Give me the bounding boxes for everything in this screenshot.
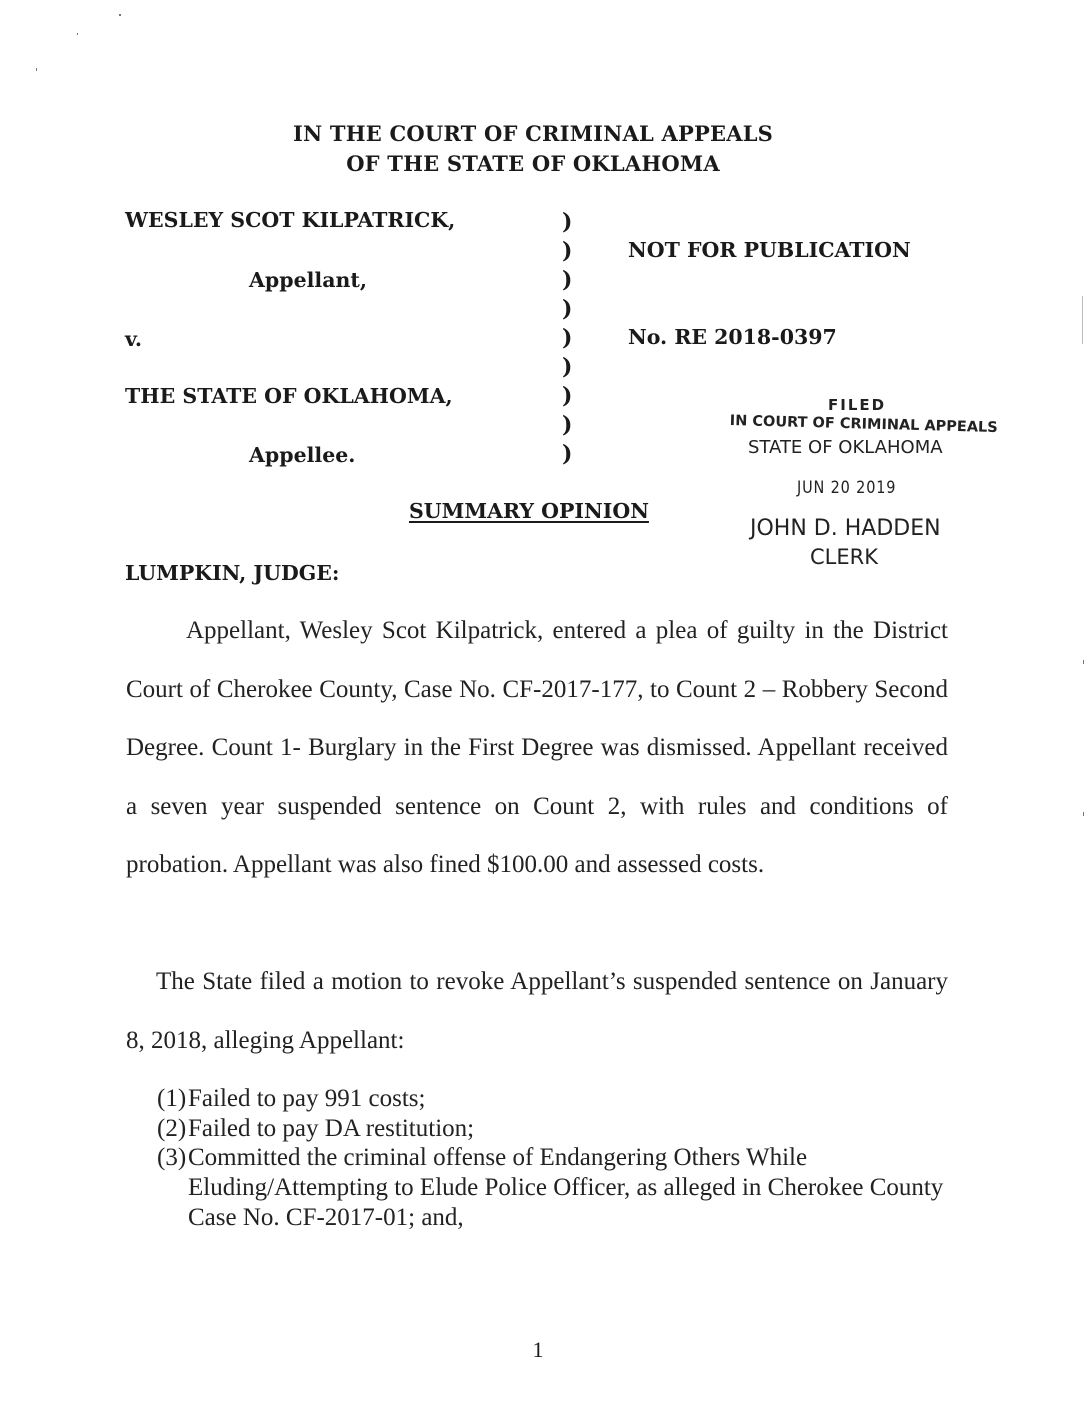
stamp-state: STATE OF OKLAHOMA <box>748 437 943 458</box>
scan-speck <box>36 68 37 71</box>
list-item-number: (2) <box>157 1115 187 1142</box>
scan-edge-mark <box>1082 296 1083 344</box>
stamp-clerk-name: JOHN D. HADDEN <box>750 516 941 541</box>
publication-status: NOT FOR PUBLICATION <box>628 238 911 262</box>
versus: v. <box>125 327 142 351</box>
appellant-role: Appellant, <box>249 268 367 292</box>
appellee-role: Appellee. <box>249 443 356 467</box>
opinion-heading: SUMMARY OPINION <box>409 499 649 523</box>
scan-speck <box>77 33 78 35</box>
list-item-text: Failed to pay DA restitution; <box>188 1115 475 1142</box>
list-item-number: (3) <box>157 1144 187 1171</box>
caption-paren: ) <box>562 412 573 438</box>
caption-paren: ) <box>562 267 573 293</box>
page-number: 1 <box>532 1337 544 1362</box>
judge-name: LUMPKIN, JUDGE: <box>125 561 340 585</box>
caption-paren: ) <box>562 325 573 351</box>
appellee-name: THE STATE OF OKLAHOMA, <box>125 384 453 408</box>
appellant-name: WESLEY SCOT KILPATRICK, <box>125 208 456 232</box>
scan-speck <box>1083 812 1084 816</box>
caption-paren: ) <box>562 296 573 322</box>
caption-paren: ) <box>562 238 573 264</box>
list-item-number: (1) <box>157 1085 187 1112</box>
stamp-filed: FILED <box>828 396 887 414</box>
caption-paren: ) <box>562 209 573 235</box>
scan-speck <box>1083 660 1084 664</box>
court-title-line-2: OF THE STATE OF OKLAHOMA <box>346 151 720 176</box>
scan-speck <box>119 14 121 16</box>
stamp-clerk-title: CLERK <box>810 545 878 569</box>
list-item-text: Failed to pay 991 costs; <box>188 1085 426 1112</box>
stamp-court: IN COURT OF CRIMINAL APPEALS <box>729 413 998 437</box>
stamp-date: JUN 20 2019 <box>797 478 897 498</box>
list-item-text: Committed the criminal offense of Endangering Others While Eluding/Attempting to Elude Police Officer, as alleged in Cherokee County Case No. CF-2017-01; and, <box>188 1144 944 1231</box>
paragraph-1: Appellant, Wesley Scot Kilpatrick, entered a plea of guilty in the District Court of Cherokee County, Case No. CF-2017-177, to Count 2 – Robbery Second Degree. Count 1- Burglary in the First Degree was dismissed. Appellant received a seven year suspended sentence on Count 2, with rules and conditions of probation. Appellant was also fined $100.00 and assessed costs. <box>126 617 948 878</box>
caption-paren: ) <box>562 354 573 380</box>
caption-paren: ) <box>562 441 573 467</box>
caption-paren: ) <box>562 383 573 409</box>
paragraph-2: The State filed a motion to revoke Appellant’s suspended sentence on January 8, 2018, alleging Appellant: <box>126 968 948 1054</box>
court-title-line-1: IN THE COURT OF CRIMINAL APPEALS <box>292 121 774 146</box>
case-number: No. RE 2018-0397 <box>628 325 837 349</box>
